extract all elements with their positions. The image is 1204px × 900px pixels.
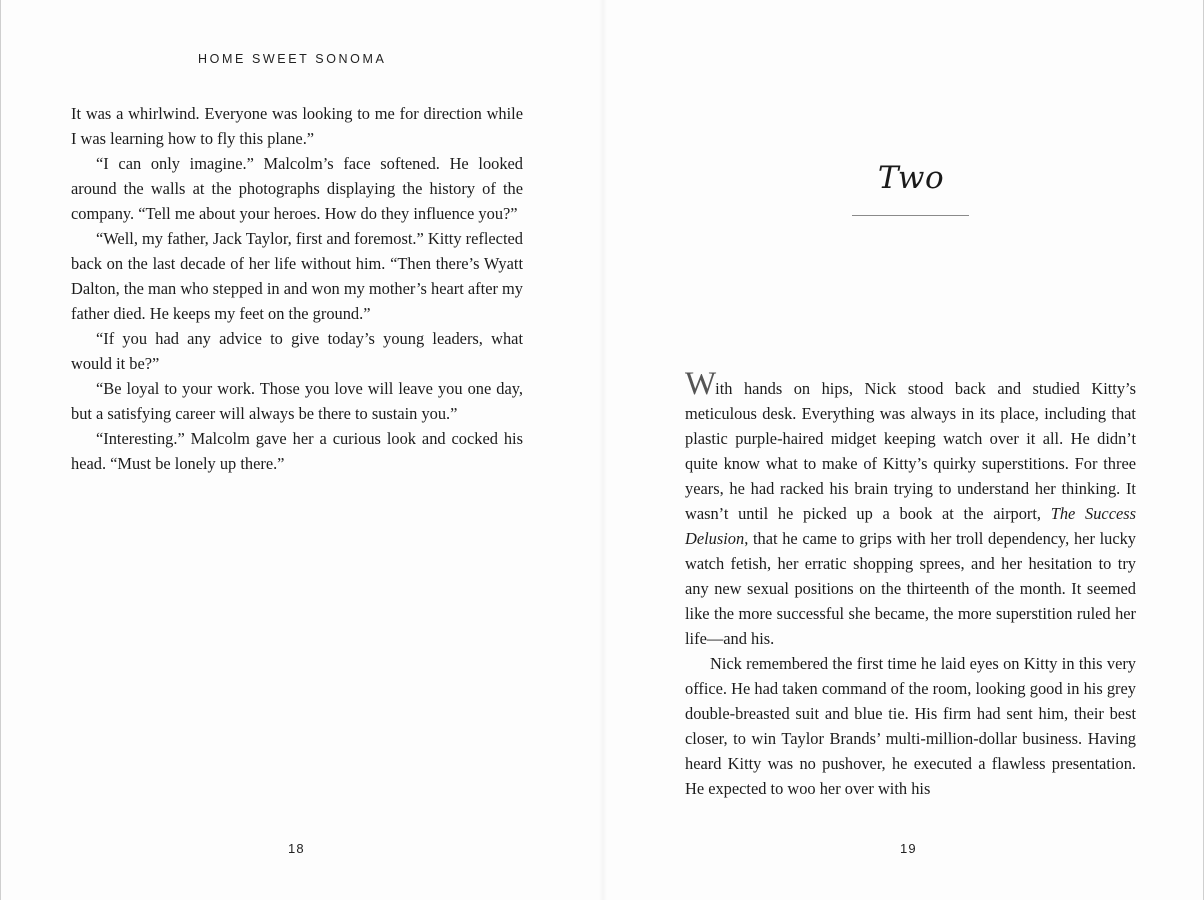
- left-page-body: [71, 101, 523, 476]
- paragraph: “I can only imagine.” Malcolm’s face softened. He looked around the walls at the photographs displaying the history of the company. “Tell me about your heroes. How do they influence you?”: [71, 154, 523, 223]
- paragraph: “Well, my father, Jack Taylor, first and foremost.” Kitty reflected back on the last decade of her life without him. “Then there’s Wyatt Dalton, the man who stepped in and won my mother’s heart after my father died. He keeps my feet on the ground.”: [71, 229, 523, 323]
- chapter-title: Two: [877, 160, 945, 196]
- paragraph: “Be loyal to your work. Those you love will leave you one day, but a satisfying career will always be there to sustain you.”: [71, 379, 523, 423]
- paragraph: It was a whirlwind. Everyone was looking to me for direction while I was learning how to fly this plane.”: [71, 104, 523, 148]
- paragraph: Nick remembered the first time he laid eyes on Kitty in this very office. He had taken command of the room, looking good in his grey double-breasted suit and blue tie. His firm had sent him, their best closer, to win Taylor Brands’ multi-million-dollar business. Having heard Kitty was no pushover, he executed a flawless presentation. He expected to woo her over with his: [685, 654, 1136, 798]
- paragraph-text: , that he came to grips with her troll dependency, her lucky watch fetish, her erratic shopping sprees, and her hesitation to try any new sexual positions on the thirteenth of the month. It seemed like the more successful she became, the more superstition ruled her life—and his.: [685, 529, 1136, 648]
- right-page-body: [685, 366, 1136, 801]
- paragraph: “If you had any advice to give today’s young leaders, what would it be?”: [71, 329, 523, 373]
- left-page: [1, 0, 603, 900]
- paragraph-text: ith hands on hips, Nick stood back and studied Kitty’s meticulous desk. Everything was always in its place, including that plastic purple-haired midget keeping watch over it all. He didn’t quite know what to make of Kitty’s quirky superstitions. For three years, he had racked his brain trying to understand her thinking. It wasn’t until he picked up a book at the airport,: [685, 379, 1136, 523]
- book-title: The Success Delusion: [685, 504, 1136, 548]
- book-gutter: [599, 0, 607, 900]
- drop-cap: W: [685, 366, 716, 402]
- chapter-rule: [852, 215, 969, 216]
- paragraph: “Interesting.” Malcolm gave her a curious look and cocked his head. “Must be lonely up there.”: [71, 429, 523, 473]
- opening-paragraph: [685, 366, 1136, 651]
- page-number: 18: [288, 841, 305, 856]
- page-number: 19: [900, 841, 917, 856]
- running-head: HOME SWEET SONOMA: [198, 52, 387, 66]
